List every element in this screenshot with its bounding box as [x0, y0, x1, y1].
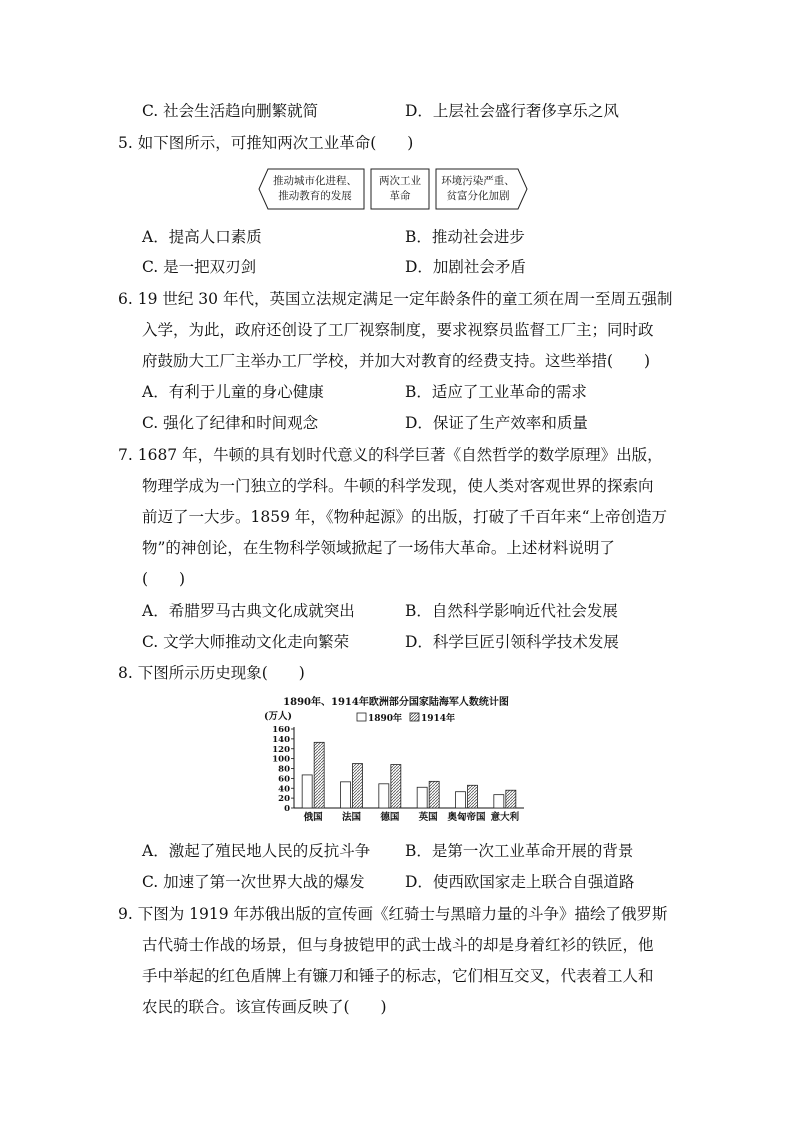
q9-line-3: 手中举起的红色盾牌上有镰刀和锤子的标志，它们相互交叉，代表着工人和 — [142, 967, 654, 985]
q8-option-a: A．激起了殖民地人民的反抗斗争 — [142, 842, 371, 860]
q6-line-2: 入学，为此，政府还创设了工厂视察制度，要求视察员监督工厂主；同时政 — [142, 321, 654, 339]
q8-option-c: C. 加速了第一次世界大战的爆发 — [142, 873, 365, 891]
q9-line-2: 古代骑士作战的场景，但与身披铠甲的武士战斗的却是身着红衫的铁匠，他 — [142, 936, 654, 954]
chart-x-tick-label: 英国 — [418, 812, 438, 823]
q8-option-d: D．使西欧国家走上联合自强道路 — [405, 873, 635, 891]
q6-option-c: C. 强化了纪律和时间观念 — [142, 414, 319, 432]
q7-line-2: 物理学成为一门独立的学科。牛顿的科学发现，使人类对客观世界的探索向 — [142, 477, 654, 495]
legend-label-1914: 1914年 — [421, 714, 456, 724]
q7-option-d: D．科学巨匠引领科学技术发展 — [405, 633, 619, 651]
chart-y-tick-label: 80 — [278, 764, 290, 775]
chart-x-tick-label: 德国 — [380, 812, 400, 823]
chart-y-tick-label: 40 — [278, 784, 290, 795]
flow-center-text-2: 革命 — [389, 190, 411, 202]
q7-line-5: ( ) — [142, 570, 186, 588]
chart-title: 1890年、1914年欧洲部分国家陆海军人数统计图 — [283, 697, 509, 708]
q7-option-c: C. 文学大师推动文化走向繁荣 — [142, 633, 350, 651]
q5-option-b: B．推动社会进步 — [405, 228, 525, 246]
q5-stem: 5. 如下图所示，可推知两次工业革命( ) — [118, 134, 414, 152]
chart-bars — [302, 742, 516, 808]
q5-flow-diagram — [258, 168, 528, 210]
q5-option-c: C. 是一把双刃剑 — [142, 258, 257, 276]
bar-1914 — [391, 765, 401, 808]
bar-1890 — [341, 782, 351, 808]
bar-1890 — [417, 787, 427, 808]
chart-y-tick-label: 100 — [272, 754, 290, 765]
bar-1914 — [506, 790, 516, 808]
q5-option-d: D．加剧社会矛盾 — [405, 258, 526, 276]
chart-y-tick-label: 160 — [272, 725, 290, 735]
q8-bar-chart — [258, 694, 534, 830]
bar-1914 — [353, 764, 363, 808]
q6-option-b: B．适应了工业革命的需求 — [405, 383, 587, 401]
legend-label-1890: 1890年 — [368, 714, 403, 724]
q7-line-4: 物”的神创论，在生物科学领域掀起了一场伟大革命。上述材料说明了 — [142, 539, 615, 557]
q7-option-a: A．希腊罗马古典文化成就突出 — [142, 602, 355, 620]
flow-left-text-2: 推动教育的发展 — [278, 190, 352, 202]
legend-swatch-1890 — [357, 713, 366, 721]
chart-x-tick-label: 俄国 — [303, 812, 323, 823]
chart-x-tick-label: 奥匈帝国 — [447, 812, 486, 823]
q8-option-b: B．是第一次工业革命开展的背景 — [405, 842, 634, 860]
chart-y-tick-label: 60 — [278, 774, 290, 785]
bar-1890 — [494, 795, 504, 808]
q7-line-3: 前迈了一大步。1859 年，《物种起源》的出版，打破了千百年来“上帝创造万 — [142, 508, 668, 526]
q6-line-1: 6. 19 世纪 30 年代，英国立法规定满足一定年龄条件的童工须在周一至周五强制 — [118, 290, 673, 308]
chart-legend — [357, 712, 455, 724]
chart-y-tick-label: 120 — [272, 744, 290, 755]
bar-1890 — [456, 792, 466, 808]
legend-swatch-1914 — [410, 713, 419, 721]
q8-stem: 8. 下图所示历史现象( ) — [118, 664, 305, 682]
flow-left-text-1: 推动城市化进程、 — [273, 175, 357, 187]
q4-option-c: C. 社会生活趋向删繁就简 — [142, 102, 319, 120]
flow-right-text-2: 贫富分化加剧 — [446, 190, 510, 202]
q7-option-b: B．自然科学影响近代社会发展 — [405, 602, 618, 620]
bar-1914 — [429, 781, 439, 808]
q6-line-3: 府鼓励大工厂主举办工厂学校，并加大对教育的经费支持。这些举措( ) — [142, 352, 651, 370]
chart-y-tick-label: 0 — [284, 804, 290, 814]
chart-x-labels — [304, 811, 520, 823]
q6-option-d: D．保证了生产效率和质量 — [405, 414, 588, 432]
chart-x-tick-label: 法国 — [341, 812, 362, 823]
flow-center-text-1: 两次工业 — [379, 175, 421, 187]
q9-line-4: 农民的联合。该宣传画反映了( ) — [142, 998, 387, 1016]
q9-line-1: 9. 下图为 1919 年苏俄出版的宣传画《红骑士与黑暗力量的斗争》描绘了俄罗斯 — [118, 905, 668, 923]
q6-option-a: A．有利于儿童的身心健康 — [142, 383, 324, 401]
chart-y-tick-label: 20 — [278, 794, 290, 805]
bar-1914 — [468, 785, 478, 808]
q4-option-d: D．上层社会盛行奢侈享乐之风 — [405, 102, 619, 120]
chart-y-tick-label: 140 — [272, 734, 290, 745]
q5-option-a: A．提高人口素质 — [142, 228, 262, 246]
chart-x-tick-label: 意大利 — [490, 812, 520, 823]
flow-right-text-1: 环境污染严重、 — [441, 175, 515, 187]
bar-1890 — [302, 775, 312, 808]
chart-ylabel: (万人) — [264, 711, 292, 722]
bar-1914 — [314, 742, 324, 808]
q7-line-1: 7. 1687 年，牛顿的具有划时代意义的科学巨著《自然哲学的数学原理》出版， — [118, 446, 663, 464]
bar-1890 — [379, 784, 389, 808]
